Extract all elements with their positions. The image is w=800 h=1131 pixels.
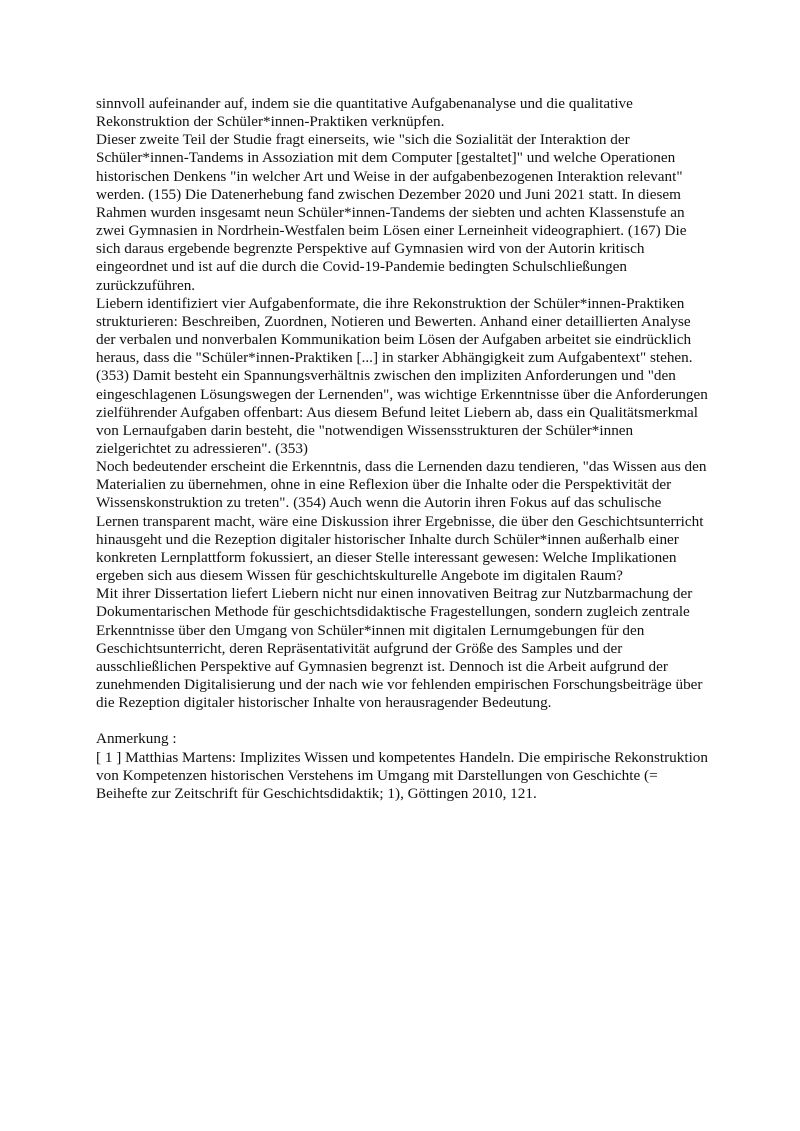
paragraph-3: Liebern identifiziert vier Aufgabenformate, die ihre Rekonstruktion der Schüler*innen-Praktiken strukturieren: Beschreiben, Zuordnen, Notieren und Bewerten. Anhand einer detaillierten Analyse der verbalen und nonverbalen Kommunikation beim Lösen der Aufgaben arbeitet sie eindrücklich heraus, dass die "Schüler*innen-Praktiken [...] in starker Abhängigkeit zum Aufgabentext" stehen. (353) Damit besteht ein Spannungsverhältnis zwischen den impliziten Anforderungen und "den eingeschlagenen Lösungswegen der Lernenden", was wichtige Erkenntnisse über die Anforderungen zielführender Aufgaben offenbart: Aus diesem Befund leitet Liebern ab, dass ein Qualitätsmerkmal von Lernaufgaben darin besteht, die "notwendigen Wissensstrukturen der Schüler*innen zielgerichtet zu adressieren". (353) [96,294,708,457]
footnote-1: [ 1 ] Matthias Martens: Implizites Wissen und kompetentes Handeln. Die empirische Rekonstruktion von Kompetenzen historischen Verstehens im Umgang mit Darstellungen von Geschichte (= Beihefte zur Zeitschrift für Geschichtsdidaktik; 1), Göttingen 2010, 121. [96,748,708,802]
paragraph-5: Mit ihrer Dissertation liefert Liebern nicht nur einen innovativen Beitrag zur Nutzbarmachung der Dokumentarischen Methode für geschichtsdidaktische Fragestellungen, sondern zugleich zentrale Erkenntnisse über den Umgang von Schüler*innen mit digitalen Lernumgebungen für den Geschichtsunterricht, deren Repräsentativität aufgrund der Größe des Samples und der ausschließlichen Perspektive auf Gymnasien begrenzt ist. Dennoch ist die Arbeit aufgrund der zunehmenden Digitalisierung und der nach wie vor fehlenden empirischen Forschungsbeiträge über die Rezeption digitaler historischer Inhalte von herausragender Bedeutung. [96,585,703,712]
notes-heading: Anmerkung : [96,730,177,748]
document-body [96,95,708,803]
paragraph-1: sinnvoll aufeinander auf, indem sie die quantitative Aufgabenanalyse und die qualitative Rekonstruktion der Schüler*innen-Praktiken verknüpfen. [96,95,633,131]
paragraph-2: Dieser zweite Teil der Studie fragt einerseits, wie "sich die Sozialität der Interaktion der Schüler*innen-Tandems in Assoziation mit dem Computer [gestaltet]" und welche Operationen historischen Denkens "in welcher Art und Weise in der aufgabenbezogenen Interaktion relevant" werden. (155) Die Datenerhebung fand zwischen Dezember 2020 und Juni 2021 statt. In diesem Rahmen wurden insgesamt neun Schüler*innen-Tandems der siebten und achten Klassenstufe an zwei Gymnasien in Nordrhein-Westfalen beim Lösen einer Lerneinheit videographiert. (167) Die sich daraus ergebende begrenzte Perspektive auf Gymnasien wird von der Autorin kritisch eingeordnet und ist auf die durch die Covid-19-Pandemie bedingten Schulschließungen zurückzuführen. [96,131,687,294]
section-gap [96,712,708,730]
paragraph-4: Noch bedeutender erscheint die Erkenntnis, dass die Lernenden dazu tendieren, "das Wissen aus den Materialien zu übernehmen, ohne in eine Reflexion über die Inhalte oder die Perspektivität der Wissenskonstruktion zu treten". (354) Auch wenn die Autorin ihren Fokus auf das schulische Lernen transparent macht, wäre eine Diskussion ihrer Ergebnisse, die über den Geschichtsunterricht hinausgeht und die Rezeption digitaler historischer Inhalte durch Schüler*innen außerhalb einer konkreten Lernplattform fokussiert, an dieser Stelle interessant gewesen: Welche Implikationen ergeben sich aus diesem Wissen für geschichtskulturelle Angebote im digitalen Raum? [96,458,707,585]
